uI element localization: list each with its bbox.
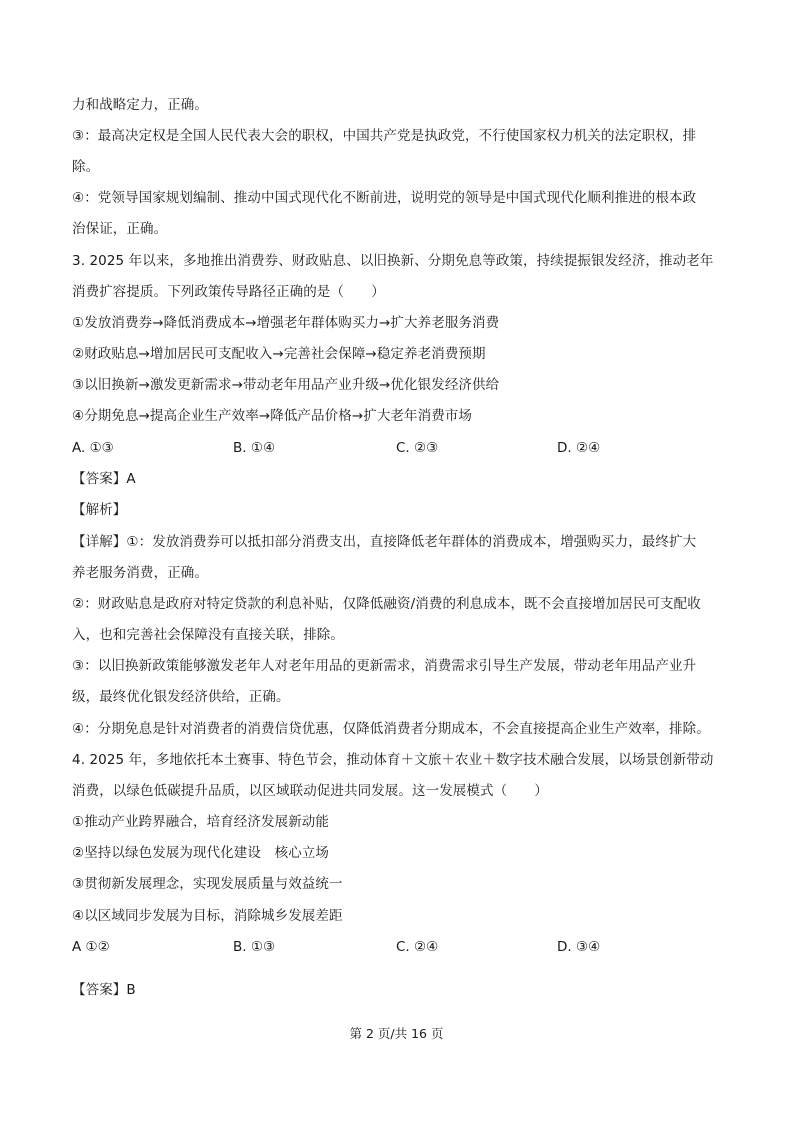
question-4-option-a: A ①② [72, 939, 110, 955]
question-4-item: ②坚持以绿色发展为现代化建设 核心立场 [72, 845, 330, 861]
question-3-stem: 消费扩容提质。下列政策传导路径正确的是（ ） [72, 284, 385, 300]
question-3-detail: ③：以旧换新政策能够激发老年人对老年用品的更新需求，消费需求引导生产发展，带动老年用品产业升 [72, 658, 697, 674]
question-4-option-c: C. ②④ [396, 939, 439, 955]
text-line: 除。 [72, 159, 100, 175]
question-4-option-d: D. ③④ [557, 939, 601, 955]
question-4-option-b: B. ①③ [233, 939, 276, 955]
page-footer: 第 2 页/共 16 页 [349, 1026, 444, 1041]
question-3-detail: 【详解】①：发放消费券可以抵扣部分消费支出，直接降低老年群体的消费成本，增强购买力，最终扩大 [72, 534, 697, 550]
question-4-stem: 4. 2025 年，多地依托本土赛事、特色节会，推动体育＋文旅＋农业＋数字技术融合发展，以场景创新带动 [72, 752, 714, 768]
question-3-answer: 【答案】A [72, 471, 136, 487]
question-4-answer: 【答案】B [72, 982, 136, 998]
question-3-item: ③以旧换新→激发更新需求→带动老年用品产业升级→优化银发经济供给 [72, 377, 500, 393]
question-3-item: ①发放消费券→降低消费成本→增强老年群体购买力→扩大养老服务消费 [72, 315, 500, 331]
question-3-detail: ②：财政贴息是政府对特定贷款的利息补贴，仅降低融资/消费的利息成本，既不会直接增加居民可支配收 [72, 596, 701, 612]
text-line: 力和战略定力，正确。 [72, 97, 208, 113]
question-3-detail: 养老服务消费，正确。 [72, 565, 208, 581]
question-4-stem: 消费，以绿色低碳提升品质，以区域联动促进共同发展。这一发展模式（ ） [72, 783, 548, 799]
question-3-detail: 入，也和完善社会保障没有直接关联，排除。 [72, 627, 344, 643]
question-3-option-b: B. ①④ [233, 440, 276, 456]
question-3-item: ④分期免息→提高企业生产效率→降低产品价格→扩大老年消费市场 [72, 408, 473, 424]
question-4-item: ④以区域同步发展为目标，消除城乡发展差距 [72, 908, 343, 924]
text-line: ③：最高决定权是全国人民代表大会的职权，中国共产党是执政党，不行使国家权力机关的法定职权，排 [72, 128, 697, 144]
question-4-item: ③贯彻新发展理念，实现发展质量与效益统一 [72, 876, 343, 892]
text-line: 治保证，正确。 [72, 221, 168, 237]
question-3-detail: ④：分期免息是针对消费者的消费信贷优惠，仅降低消费者分期成本，不会直接提高企业生产效率，排除。 [72, 721, 710, 737]
question-4-item: ①推动产业跨界融合，培育经济发展新动能 [72, 814, 330, 830]
question-3-item: ②财政贴息→增加居民可支配收入→完善社会保障→稳定养老消费预期 [72, 346, 486, 362]
question-3-stem: 3. 2025 年以来，多地推出消费券、财政贴息、以旧换新、分期免息等政策，持续提振银发经济，推动老年 [72, 253, 714, 269]
question-3-option-c: C. ②③ [396, 440, 439, 456]
question-3-analysis-heading: 【解析】 [72, 502, 127, 518]
question-3-detail: 级，最终优化银发经济供给，正确。 [72, 689, 290, 705]
question-3-option-a: A. ①③ [72, 440, 114, 456]
text-line: ④：党领导国家规划编制、推动中国式现代化不断前进，说明党的领导是中国式现代化顺利推进的根本政 [72, 190, 697, 206]
question-3-option-d: D. ②④ [557, 440, 601, 456]
